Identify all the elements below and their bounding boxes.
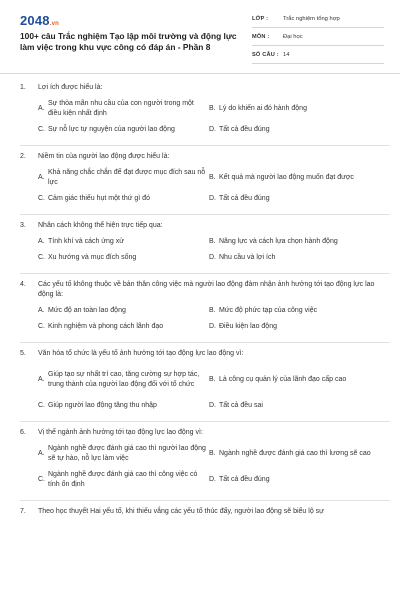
option-letter: A. xyxy=(38,307,45,314)
header-divider xyxy=(0,73,400,74)
option-c[interactable] xyxy=(38,125,209,135)
option-text: Nhu cầu và lợi ích xyxy=(219,254,276,261)
option-letter: D. xyxy=(209,126,216,133)
meta-count-value: 14 xyxy=(283,52,290,58)
option-text: Sự nỗ lực tự nguyện của người lao động xyxy=(48,126,175,133)
answer-options xyxy=(20,444,386,496)
question-number: 6. xyxy=(20,429,26,436)
option-letter: C. xyxy=(38,195,45,202)
option-d[interactable] xyxy=(209,401,380,411)
option-text: Tất cả đều sai xyxy=(219,402,263,409)
document-header xyxy=(0,0,400,70)
question-text xyxy=(20,343,386,359)
option-text: Sự thỏa mãn nhu cầu của con người trong một điều kiện nhất định xyxy=(48,100,194,117)
option-c[interactable] xyxy=(38,194,209,204)
question-text xyxy=(20,422,386,438)
option-letter: D. xyxy=(209,254,216,261)
document-meta xyxy=(252,12,384,66)
question-number: 4. xyxy=(20,281,26,288)
question-number: 2. xyxy=(20,153,26,160)
option-a[interactable] xyxy=(38,237,209,247)
option-letter: D. xyxy=(209,402,216,409)
option-text: Ngành nghề được đánh giá cao thì lương sẽ cao xyxy=(219,450,371,457)
option-letter: B. xyxy=(209,307,216,314)
option-c[interactable] xyxy=(38,401,209,411)
option-text: Năng lực và cách lựa chọn hành động xyxy=(219,238,338,245)
question-text xyxy=(20,215,386,231)
question-6 xyxy=(0,422,400,501)
option-b[interactable] xyxy=(209,365,380,395)
option-letter: B. xyxy=(209,105,216,112)
site-logo[interactable] xyxy=(20,13,59,28)
option-d[interactable] xyxy=(209,253,380,263)
option-a[interactable] xyxy=(38,306,209,316)
question-text xyxy=(20,77,386,93)
option-b[interactable] xyxy=(209,237,380,247)
option-letter: A. xyxy=(38,105,45,112)
question-number: 3. xyxy=(20,222,26,229)
answer-options xyxy=(20,237,386,269)
option-text: Ngành nghề được đánh giá cao thì người lao động sẽ tự hào, nỗ lực làm việc xyxy=(48,445,206,462)
question-text xyxy=(20,501,386,517)
answer-options xyxy=(20,306,386,338)
option-text: Là công cụ quản lý của lãnh đạo cấp cao xyxy=(219,376,347,383)
question-prompt: Văn hóa tổ chức là yếu tố ảnh hưởng tới tạo động lực lao động vì: xyxy=(38,350,244,357)
option-text: Giúp người lao động tăng thu nhập xyxy=(48,402,157,409)
meta-subject-row xyxy=(252,30,384,46)
question-1 xyxy=(0,77,400,146)
option-text: Ngành nghề được đánh giá cao thì công việc có tính ổn định xyxy=(48,471,198,488)
option-letter: C. xyxy=(38,323,45,330)
option-letter: D. xyxy=(209,323,216,330)
meta-subject-label: MÔN : xyxy=(252,34,270,40)
question-number: 1. xyxy=(20,84,26,91)
question-2 xyxy=(0,146,400,215)
option-d[interactable] xyxy=(209,470,380,490)
option-text: Điều kiện lao động xyxy=(219,323,277,330)
question-3 xyxy=(0,215,400,274)
option-text: Lý do khiến ai đó hành động xyxy=(219,105,307,112)
question-text xyxy=(20,274,386,300)
question-7 xyxy=(0,501,400,521)
option-a[interactable] xyxy=(38,168,209,188)
option-letter: A. xyxy=(38,238,45,245)
option-letter: C. xyxy=(38,126,45,133)
question-prompt: Vị thế ngành ảnh hưởng tới tạo động lực lao động vì: xyxy=(38,429,203,436)
question-prompt: Nhân cách không thể hiện trực tiếp qua: xyxy=(38,222,163,229)
meta-count-label: SỐ CÂU : xyxy=(252,52,279,58)
meta-subject-value: Đại học xyxy=(283,34,303,40)
option-text: Xu hướng và mục đích sống xyxy=(48,254,137,261)
option-text: Tất cả đều đúng xyxy=(219,476,270,483)
option-letter: D. xyxy=(209,195,216,202)
option-text: Mức độ phức tạp của công việc xyxy=(219,307,318,314)
question-number: 7. xyxy=(20,508,26,515)
option-letter: B. xyxy=(209,174,216,181)
option-d[interactable] xyxy=(209,194,380,204)
logo-suffix: .vn xyxy=(49,21,60,27)
meta-class-value: Trắc nghiệm tổng hợp xyxy=(283,16,340,22)
option-text: Tất cả đều đúng xyxy=(219,126,270,133)
option-letter: C. xyxy=(38,402,45,409)
option-letter: B. xyxy=(209,238,216,245)
option-c[interactable] xyxy=(38,322,209,332)
answer-options xyxy=(20,168,386,210)
option-c[interactable] xyxy=(38,470,209,490)
document-title: 100+ câu Trắc nghiệm Tạo lập môi trường và động lực làm việc trong khu vực công có đáp án - Phần 8 xyxy=(20,31,237,52)
option-b[interactable] xyxy=(209,444,380,464)
question-prompt: Theo học thuyết Hai yếu tố, khi thiếu vắng các yếu tố thúc đẩy, người lao động sẽ biểu lộ sự xyxy=(38,508,324,515)
question-text xyxy=(20,146,386,162)
option-text: Kết quả mà người lao động muốn đạt được xyxy=(219,174,354,181)
option-text: Khả năng chắc chắn để đạt được mục đích sau nỗ lực xyxy=(48,169,206,186)
option-b[interactable] xyxy=(209,306,380,316)
meta-class-row xyxy=(252,12,384,28)
question-4 xyxy=(0,274,400,343)
option-letter: D. xyxy=(209,476,216,483)
question-prompt: Các yếu tố không thuộc về bản thân công việc mà người lao động đảm nhận ảnh hưởng tới tạo động lực lao động là: xyxy=(38,281,375,298)
option-a[interactable] xyxy=(38,365,209,395)
option-c[interactable] xyxy=(38,253,209,263)
answer-options xyxy=(20,365,386,417)
question-5 xyxy=(0,343,400,422)
question-prompt: Lợi ích được hiểu là: xyxy=(38,84,103,91)
meta-class-label: LỚP : xyxy=(252,16,269,22)
option-letter: B. xyxy=(209,450,216,457)
answer-options xyxy=(20,99,386,141)
option-letter: A. xyxy=(38,174,45,181)
option-letter: A. xyxy=(38,376,45,383)
option-letter: C. xyxy=(38,254,45,261)
option-text: Tất cả đều đúng xyxy=(219,195,270,202)
option-b[interactable] xyxy=(209,168,380,188)
meta-count-row xyxy=(252,48,384,64)
option-a[interactable] xyxy=(38,99,209,119)
option-letter: A. xyxy=(38,450,45,457)
option-text: Giúp tạo sự nhất trí cao, tăng cường sự hợp tác, trung thành của người lao động đối với tổ chức xyxy=(48,371,200,388)
logo-text: 2048 xyxy=(20,13,50,28)
question-prompt: Niềm tin của người lao động được hiểu là: xyxy=(38,153,170,160)
question-list xyxy=(0,77,400,521)
option-b[interactable] xyxy=(209,99,380,119)
option-text: Mức độ an toàn lao động xyxy=(48,307,126,314)
option-a[interactable] xyxy=(38,444,209,464)
option-text: Kinh nghiệm và phong cách lãnh đạo xyxy=(48,323,164,330)
option-d[interactable] xyxy=(209,125,380,135)
option-text: Tính khí và cách ứng xử xyxy=(48,238,124,245)
question-number: 5. xyxy=(20,350,26,357)
option-letter: B. xyxy=(209,376,216,383)
option-letter: C. xyxy=(38,476,45,483)
option-d[interactable] xyxy=(209,322,380,332)
option-text: Cảm giác thiếu hụt một thứ gì đó xyxy=(48,195,150,202)
